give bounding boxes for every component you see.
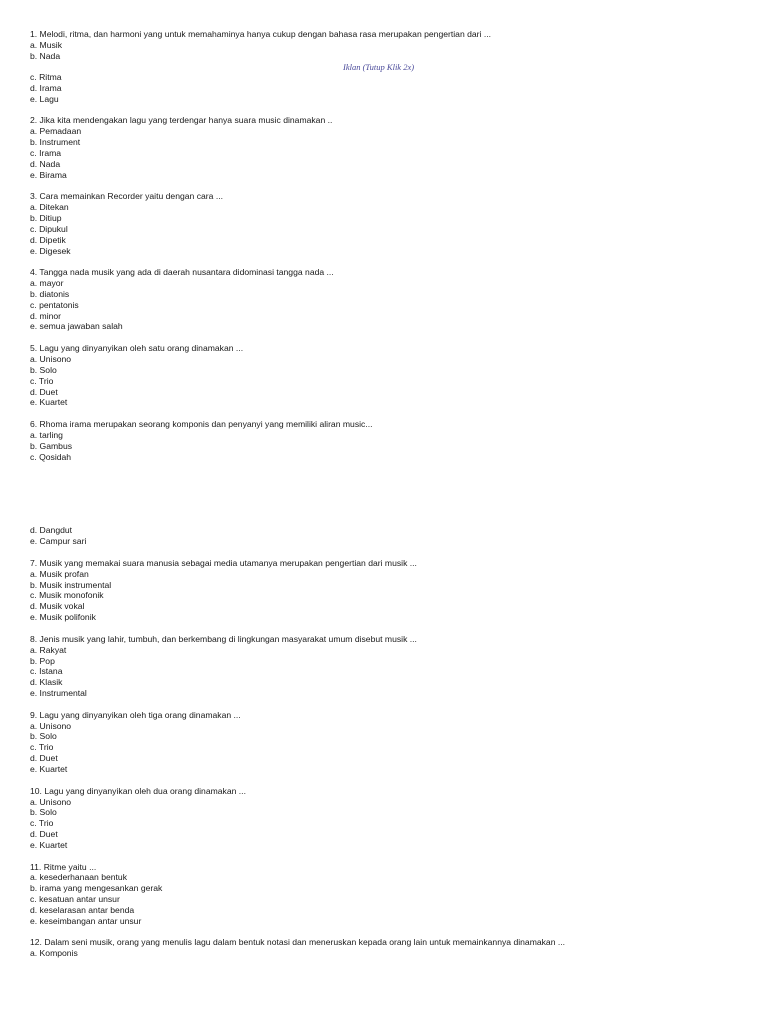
page-gap	[30, 462, 750, 525]
option: d. minor	[30, 310, 62, 321]
option: d. keselarasan antar benda	[30, 904, 135, 915]
question-9	[30, 710, 750, 775]
option: c. Dipukul	[30, 223, 68, 234]
question-5	[30, 343, 750, 408]
option: b. irama yang mengesankan gerak	[30, 883, 163, 894]
option: a. Komponis	[30, 948, 78, 959]
option: d. Dangdut	[30, 525, 73, 536]
option: a. tarling	[30, 429, 63, 440]
option: e. Campur sari	[30, 536, 87, 547]
option: c. Trio	[30, 818, 54, 829]
question-text: 1. Melodi, ritma, dan harmoni yang untuk memahaminya hanya cukup dengan bahasa rasa merupakan pengertian dari ...	[30, 29, 491, 39]
option: d. Irama	[30, 82, 62, 93]
option: a. Musik	[30, 39, 62, 50]
option: b. Pop	[30, 655, 55, 666]
option: c. Ritma	[30, 72, 62, 83]
option: b. Ditiup	[30, 213, 62, 223]
question-11	[30, 862, 750, 927]
option: b. Solo	[30, 364, 57, 375]
option: a. Unisono	[30, 796, 72, 807]
quiz-document	[30, 29, 750, 970]
option: c. Qosidah	[30, 451, 72, 462]
option: d. Musik vokal	[30, 601, 85, 612]
option: d. Dipetik	[30, 234, 66, 245]
question-text: 12. Dalam seni musik, orang yang menulis lagu dalam bentuk notasi dan meneruskan kepada orang lain untuk memainkannya dinamakan ...	[30, 937, 566, 948]
question-text: 4. Tangga nada musik yang ada di daerah nusantara didominasi tangga nada ...	[30, 267, 334, 278]
question-text: 7. Musik yang memakai suara manusia sebagai media utamanya merupakan pengertian dari musik ...	[30, 557, 417, 568]
option: c. Musik monofonik	[30, 590, 104, 601]
option: a. mayor	[30, 278, 64, 289]
question-text: 8. Jenis musik yang lahir, tumbuh, dan berkembang di lingkungan masyarakat umum disebut musik ...	[30, 633, 417, 644]
option: b. diatonis	[30, 288, 70, 299]
option: a. Ditekan	[30, 202, 69, 213]
question-text: 2. Jika kita mendengakan lagu yang terdengar hanya suara music dinamakan ..	[30, 115, 333, 126]
option: d. Duet	[30, 386, 58, 397]
question-3	[30, 191, 750, 256]
question-2	[30, 115, 750, 180]
option: c. Irama	[30, 147, 62, 158]
option: a. Unisono	[30, 720, 72, 731]
option: d. Duet	[30, 753, 58, 764]
option: c. Trio	[30, 742, 54, 753]
option: b. Nada	[30, 50, 61, 61]
question-text: 3. Cara memainkan Recorder yaitu dengan cara ...	[30, 191, 223, 202]
option: a. Pemadaan	[30, 126, 82, 137]
option: c. pentatonis	[30, 299, 79, 310]
option: d. Klasik	[30, 677, 63, 688]
option: b. Solo	[30, 731, 57, 742]
option: a. Unisono	[30, 353, 72, 364]
option: a. Musik profan	[30, 568, 89, 579]
option: c. Trio	[30, 375, 54, 386]
option: c. Istana	[30, 666, 63, 677]
question-4	[30, 267, 750, 332]
question-6	[30, 419, 750, 547]
question-1	[30, 29, 750, 105]
option: e. Birama	[30, 169, 67, 180]
option: a. Rakyat	[30, 644, 67, 655]
option: e. Musik polifonik	[30, 612, 96, 623]
question-text: 5. Lagu yang dinyanyikan oleh satu orang dinamakan ...	[30, 343, 244, 354]
question-10	[30, 786, 750, 851]
option: c. kesatuan antar unsur	[30, 894, 120, 905]
question-8	[30, 634, 750, 699]
option: e. Lagu	[30, 93, 59, 104]
option: e. Digesek	[30, 245, 71, 256]
ad-gap	[30, 62, 750, 73]
question-text: 6. Rhoma irama merupakan seorang komponis dan penyanyi yang memiliki aliran music...	[30, 419, 373, 430]
option: b. Solo	[30, 807, 57, 818]
option: e. Kuartet	[30, 397, 68, 408]
option: b. Musik instrumental	[30, 579, 112, 590]
option: e. semua jawaban salah	[30, 321, 123, 332]
option: d. Duet	[30, 829, 58, 840]
option: e. Kuartet	[30, 763, 68, 774]
question-text: 11. Ritme yaitu ...	[30, 861, 97, 872]
question-7	[30, 558, 750, 623]
option: b. Gambus	[30, 440, 73, 451]
option: b. Instrument	[30, 137, 81, 148]
option: d. Nada	[30, 158, 61, 169]
question-text: 10. Lagu yang dinyanyikan oleh dua orang dinamakan ...	[30, 785, 246, 796]
option: e. keseimbangan antar unsur	[30, 915, 142, 926]
question-12	[30, 937, 750, 959]
option: e. Instrumental	[30, 688, 87, 699]
option: a. kesederhanaan bentuk	[30, 872, 127, 883]
question-text: 9. Lagu yang dinyanyikan oleh tiga orang dinamakan ...	[30, 709, 241, 720]
ad-close-link[interactable]: Iklan (Tutup Klik 2x)	[343, 62, 415, 72]
option: e. Kuartet	[30, 839, 68, 850]
